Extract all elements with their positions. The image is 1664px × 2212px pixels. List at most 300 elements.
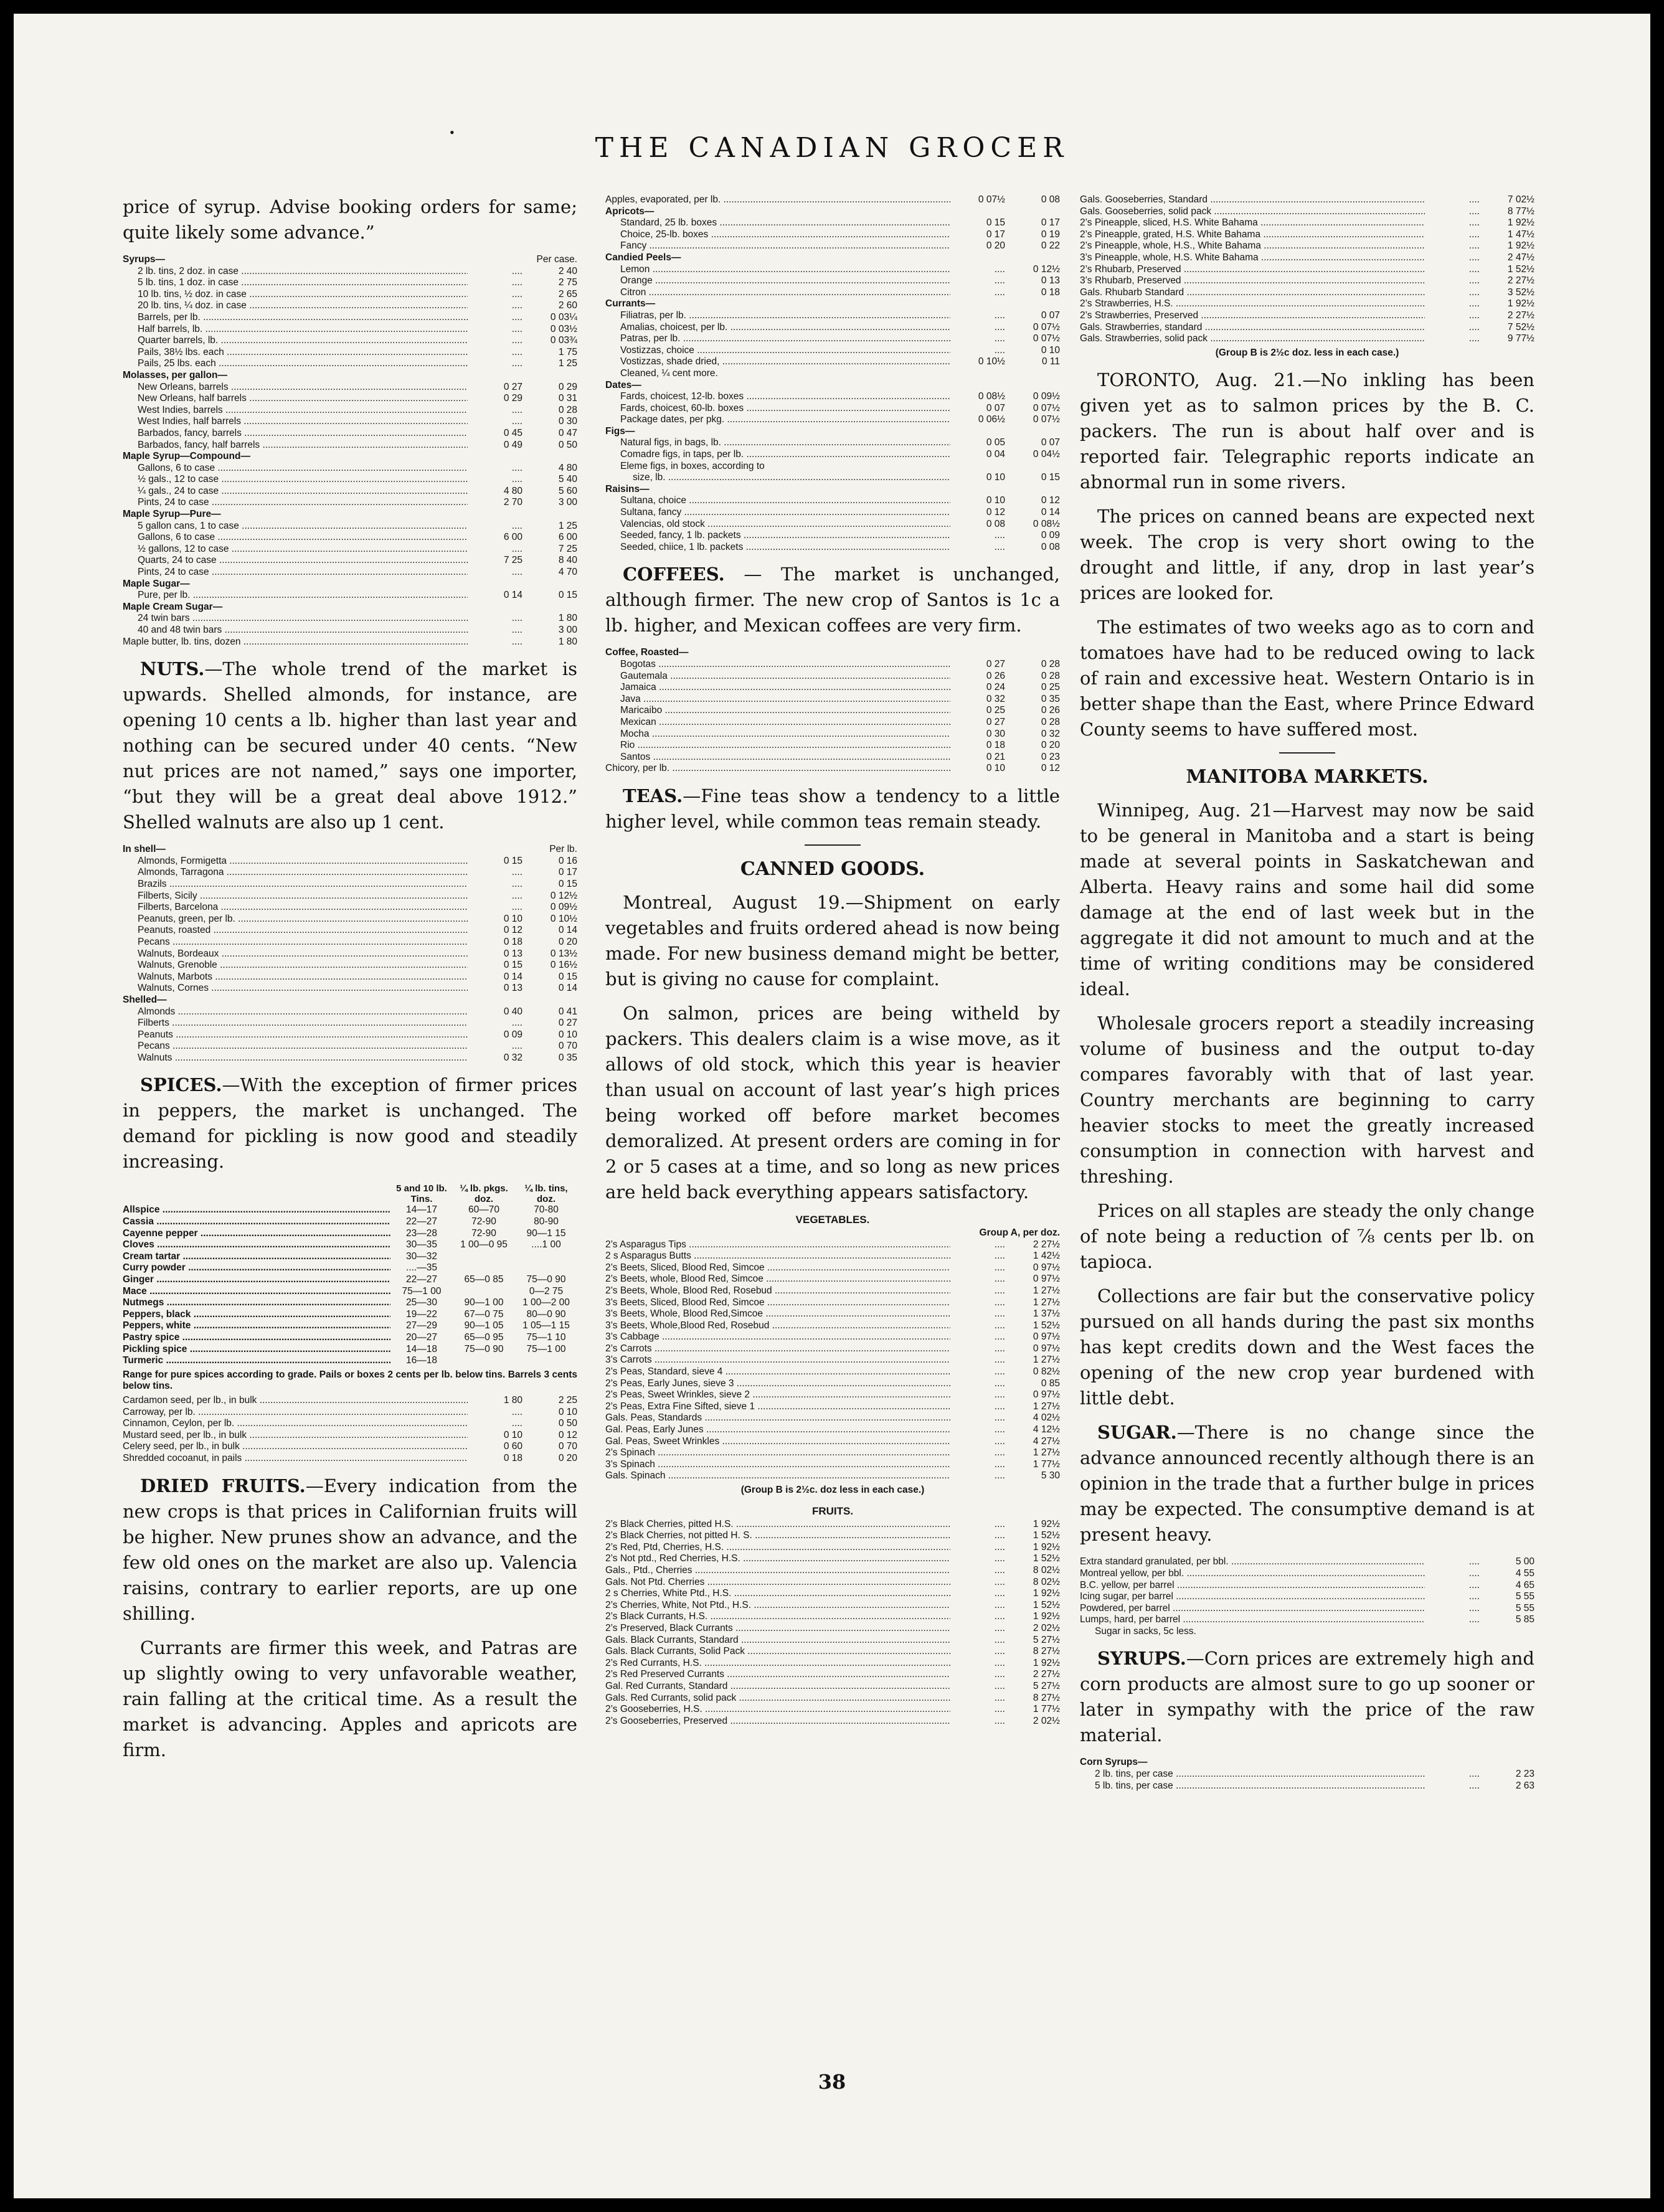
- price-low: 0 17: [986, 229, 1005, 240]
- price-low: 0 04: [986, 449, 1005, 460]
- price-low: ....: [1468, 194, 1480, 205]
- price-high: [522, 602, 577, 613]
- price-high: 5 40: [558, 474, 577, 485]
- price-low: 0 20: [986, 240, 1005, 252]
- spice-price: 90—1 15: [526, 1227, 566, 1239]
- price-high: [522, 451, 577, 463]
- price-row: [123, 925, 577, 937]
- price-high: 0 85: [1041, 1378, 1060, 1389]
- spice-price: ....—35: [406, 1262, 437, 1274]
- manitoba-markets-heading: MANITOBA MARKETS.: [1186, 766, 1429, 788]
- price-row: [605, 1354, 1060, 1366]
- price-label: 2’s Peas, Extra Fine Sifted, sieve 1 .....: [605, 1401, 950, 1413]
- price-high: 5 27½: [1033, 1634, 1060, 1645]
- price-high: 1 80: [558, 636, 577, 647]
- price-label: 2’s Pineapple, grated, H.S. White Bahama .....: [1080, 229, 1425, 241]
- price-low: ....: [1468, 1579, 1480, 1590]
- price-label: Filberts, Barcelona .....: [123, 902, 468, 914]
- price-label: 2’s Black Currants, H.S. .....: [605, 1611, 950, 1623]
- price-low: 0 25: [986, 705, 1005, 716]
- price-row: [123, 856, 577, 867]
- price-low: ....: [994, 1239, 1005, 1250]
- coffees-paragraph: [605, 562, 1060, 638]
- price-high: 8 27½: [1033, 1646, 1060, 1657]
- price-high: 8 40: [558, 555, 577, 566]
- price-row: [605, 1542, 1060, 1554]
- price-label: 2 lb. tins, 2 doz. in case .....: [123, 266, 468, 278]
- price-row: [123, 995, 577, 1006]
- price-row: [605, 1436, 1060, 1448]
- price-high: 0 12: [1041, 495, 1060, 506]
- price-low: [950, 206, 1005, 218]
- price-high: [1005, 461, 1060, 473]
- price-high: 3 00: [558, 625, 577, 635]
- price-high: 3 52½: [1507, 286, 1534, 298]
- nuts-heading: NUTS.: [140, 658, 205, 680]
- price-high: [1005, 206, 1060, 218]
- price-row: [1080, 1614, 1534, 1626]
- price-label: Patras, per lb. .....: [605, 333, 950, 345]
- price-high: 9 77½: [1507, 333, 1534, 344]
- price-high: 0 16½: [550, 960, 577, 971]
- price-row: [123, 1430, 577, 1442]
- price-row: [605, 507, 1060, 519]
- nuts-paragraph: [123, 656, 577, 835]
- price-high: 0 13½: [550, 948, 577, 959]
- price-low: 0 15: [503, 960, 522, 971]
- teas-text: —Fine teas show a tendency to a little higher level, while common teas remain steady.: [605, 785, 1060, 832]
- price-label: 5 lb. tins, 1 doz. in case .....: [123, 277, 468, 289]
- price-label: Filberts .....: [123, 1018, 468, 1029]
- price-high: 0 12½: [550, 890, 577, 901]
- price-row: [123, 625, 577, 636]
- price-label: Gals. Rhubarb Standard .....: [1080, 287, 1425, 299]
- price-label: 2’s Strawberries, Preserved .....: [1080, 310, 1425, 322]
- price-low: ....: [1468, 263, 1480, 275]
- spice-label: Pickling spice .....: [123, 1344, 390, 1356]
- price-row: [605, 1239, 1060, 1251]
- price-label: Almonds, Formigetta .....: [123, 856, 468, 867]
- price-low: 0 18: [503, 936, 522, 947]
- price-high: [522, 995, 577, 1006]
- price-row: [123, 1041, 577, 1052]
- price-label: 2’s Peas, Standard, sieve 4 .....: [605, 1366, 950, 1378]
- spice-row: [123, 1274, 577, 1286]
- fruits-continued-price-list: [1080, 194, 1534, 359]
- price-low: ....: [511, 462, 522, 473]
- price-high: 0 15: [1041, 472, 1060, 483]
- nuts-price-list: [123, 844, 577, 1064]
- price-row: [605, 1262, 1060, 1274]
- price-high: [1005, 426, 1060, 438]
- price-low: ....: [1468, 252, 1480, 263]
- spice-row: [123, 1251, 577, 1263]
- price-low: ....: [994, 1424, 1005, 1435]
- price-low: ....: [994, 1262, 1005, 1273]
- newspaper-page: [14, 14, 1650, 2198]
- price-label: Choice, 25-lb. boxes .....: [605, 229, 950, 241]
- spice-price: 80—0 90: [526, 1308, 566, 1320]
- price-label: Walnuts .....: [123, 1052, 468, 1064]
- price-label: Gallons, 6 to case .....: [123, 463, 468, 475]
- price-label: Corn Syrups—: [1080, 1757, 1148, 1768]
- price-row: [1080, 229, 1534, 241]
- price-label: West Indies, half barrels .....: [123, 416, 468, 428]
- price-low: ....: [994, 263, 1005, 275]
- price-high: 0 07½: [1033, 402, 1060, 414]
- spice-label: Turmeric .....: [123, 1355, 390, 1367]
- price-high: 0 17: [558, 867, 577, 878]
- spice-row: [123, 1332, 577, 1344]
- price-low: ....: [994, 1378, 1005, 1389]
- spice-price: 14—18: [406, 1343, 437, 1354]
- price-low: [950, 461, 1005, 473]
- price-low: ....: [1468, 1780, 1480, 1791]
- price-label: Fards, choicest, 12-lb. boxes .....: [605, 391, 950, 403]
- price-low: [950, 368, 1005, 380]
- price-low: ....: [1468, 333, 1480, 344]
- spice-price: 1 00—2 00: [522, 1297, 570, 1308]
- price-low: ....: [1468, 1602, 1480, 1614]
- price-label: Maple butter, lb. tins, dozen .....: [123, 636, 468, 648]
- price-row: [605, 717, 1060, 729]
- price-row: [605, 298, 1060, 310]
- price-row: [605, 1366, 1060, 1378]
- price-high: [1005, 647, 1060, 659]
- price-high: [522, 370, 577, 382]
- spice-price: 90—1 05: [464, 1320, 504, 1331]
- price-label: 3’s Beets, Whole,Blood Red, Rosebud .....: [605, 1320, 950, 1332]
- price-high: 0 23: [1041, 751, 1060, 762]
- price-row: [123, 416, 577, 428]
- price-row: [605, 671, 1060, 683]
- spice-price: [515, 1262, 577, 1274]
- price-row: [1080, 264, 1534, 276]
- price-label: 3’s Pineapple, whole, H.S. White Bahama .....: [1080, 252, 1425, 264]
- price-row: [123, 440, 577, 451]
- price-label: 2’s Peas, Sweet Wrinkles, sieve 2 .....: [605, 1389, 950, 1401]
- price-row: [123, 579, 577, 590]
- price-row: [605, 1693, 1060, 1704]
- price-high: 0 07½: [1033, 414, 1060, 425]
- page-header-title: THE CANADIAN GROCER: [595, 132, 1069, 164]
- spice-price: 0—2 75: [529, 1285, 564, 1297]
- spice-price: [453, 1262, 515, 1274]
- spice-price: 30—35: [406, 1239, 437, 1250]
- price-low: ....: [511, 277, 522, 288]
- price-low: 0 10: [986, 495, 1005, 506]
- price-low: 0 08: [986, 518, 1005, 529]
- price-high: 1 37½: [1033, 1308, 1060, 1320]
- spice-price: 90—1 00: [464, 1297, 504, 1308]
- price-label: Dates—: [605, 379, 641, 390]
- teas-paragraph: [605, 783, 1060, 834]
- price-high: [522, 579, 577, 590]
- price-row: [1080, 1780, 1534, 1792]
- syrups-text: —Corn prices are extremely high and corn products are almost sure to go up sooner or later in sympathy with the price of the raw material.: [1080, 1648, 1534, 1746]
- price-label: 3’s Cabbage .....: [605, 1331, 950, 1343]
- price-row: [605, 1588, 1060, 1600]
- price-label: Sugar in sacks, 5c less.: [1095, 1625, 1196, 1637]
- price-label: Carroway, per lb. .....: [123, 1407, 468, 1419]
- price-row: [605, 1320, 1060, 1332]
- price-high: 0 07½: [1033, 321, 1060, 333]
- price-high: 0 04½: [1033, 449, 1060, 460]
- price-label: Java .....: [605, 694, 950, 706]
- price-low: 0 13: [503, 948, 522, 959]
- price-label: Fancy .....: [605, 240, 950, 252]
- price-label: Valencias, old stock .....: [605, 519, 950, 531]
- price-low: 0 21: [986, 751, 1005, 762]
- price-label: Gallons, 6 to case .....: [123, 532, 468, 544]
- price-label: 3’s Beets, Sliced, Blood Red, Simcoe .....: [605, 1297, 950, 1309]
- price-high: 5 55: [1515, 1602, 1534, 1614]
- price-high: 4 65: [1515, 1579, 1534, 1590]
- price-low: ....: [1468, 286, 1480, 298]
- price-row: [123, 891, 577, 902]
- price-low: ....: [994, 275, 1005, 286]
- price-high: 0 12: [558, 1429, 577, 1440]
- price-high: 0 15: [558, 878, 577, 889]
- spices-extra-rows: [123, 1395, 577, 1465]
- price-label: Maple Syrup—Compound—: [123, 451, 250, 462]
- price-low: ....: [994, 530, 1005, 541]
- price-low: 0 09: [503, 1029, 522, 1040]
- price-high: [1005, 484, 1060, 496]
- price-row: [605, 461, 1060, 473]
- price-row: [123, 393, 577, 405]
- price-row: [1080, 1603, 1534, 1615]
- price-row: [605, 1331, 1060, 1343]
- price-row: [1080, 194, 1534, 206]
- price-high: 1 27½: [1033, 1401, 1060, 1412]
- spice-price: [515, 1251, 577, 1263]
- price-row: [605, 1635, 1060, 1647]
- price-high: 2 75: [558, 277, 577, 288]
- price-label: Comadre figs, in taps, per lb. .....: [605, 449, 950, 461]
- price-low: ....: [994, 1692, 1005, 1703]
- price-low: 0 24: [986, 682, 1005, 693]
- price-high: 1 25: [558, 358, 577, 369]
- price-low: ....: [511, 543, 522, 554]
- price-row: [605, 1378, 1060, 1390]
- coffee-rows: [605, 647, 1060, 775]
- price-label: Pints, 24 to case .....: [123, 497, 468, 509]
- price-row: [123, 1407, 577, 1419]
- spices-rows: [123, 1204, 577, 1366]
- price-label: Quarter barrels, lb. .....: [123, 335, 468, 347]
- spice-label: Mace .....: [123, 1286, 390, 1298]
- price-label: Mocha .....: [605, 729, 950, 740]
- price-row: [123, 300, 577, 312]
- price-low: ....: [511, 404, 522, 415]
- spice-price: [453, 1355, 515, 1367]
- price-label: Peanuts .....: [123, 1029, 468, 1041]
- price-low: 0 15: [986, 217, 1005, 229]
- price-row: [123, 613, 577, 625]
- price-low: ....: [511, 300, 522, 311]
- price-high: 8 02½: [1033, 1576, 1060, 1587]
- sugar-rows: [1080, 1556, 1534, 1637]
- spices-column-headers: [123, 1183, 577, 1204]
- price-row: [123, 254, 577, 266]
- price-low: ....: [511, 1018, 522, 1029]
- price-row: [605, 217, 1060, 229]
- price-row: [605, 484, 1060, 496]
- price-high: 1 77½: [1033, 1704, 1060, 1715]
- price-low: [1425, 1626, 1480, 1638]
- column-2: [605, 194, 1060, 2063]
- price-low: ....: [994, 1599, 1005, 1610]
- spice-row: [123, 1309, 577, 1321]
- column-3: [1080, 194, 1534, 2063]
- price-low: [950, 426, 1005, 438]
- price-high: 0 10: [1041, 344, 1060, 356]
- price-high: 0 08: [1041, 194, 1060, 205]
- price-high: 3 00: [558, 497, 577, 508]
- price-label: 2’s Black Cherries, not pitted H. S. .....: [605, 1530, 950, 1542]
- price-high: 0 97½: [1033, 1331, 1060, 1343]
- price-high: 1 27½: [1033, 1297, 1060, 1308]
- price-high: 5 60: [558, 485, 577, 496]
- price-low: ....: [511, 1041, 522, 1052]
- spice-price: 72‐90: [471, 1216, 496, 1227]
- spices-text: —With the exception of firmer prices in peppers, the market is unchanged. The demand for pickling is now good and steadily increasing.: [123, 1074, 577, 1173]
- price-low: ....: [511, 311, 522, 323]
- price-label: Gals. Black Currants, Standard .....: [605, 1635, 950, 1647]
- price-label: 10 lb. tins, ½ doz. in case .....: [123, 289, 468, 301]
- price-label: Maple Cream Sugar—: [123, 601, 223, 612]
- price-low: ....: [994, 1297, 1005, 1308]
- price-low: [468, 370, 522, 382]
- price-row: [605, 391, 1060, 403]
- price-high: 7 25: [558, 543, 577, 554]
- price-label: Gals. Peas, Standards .....: [605, 1412, 950, 1424]
- price-row: [123, 532, 577, 544]
- price-row: [605, 1716, 1060, 1728]
- price-label: Bogotas .....: [605, 659, 950, 671]
- price-low: 0 32: [503, 1052, 522, 1063]
- price-high: 0 10: [558, 1029, 577, 1040]
- toronto-text: —No inkling has been given yet as to salmon prices by the B. C. packers. The run is about half over and is reported fair. Telegraphic reports indicate an abnormal run in some rivers.: [1080, 369, 1534, 493]
- price-row: [1080, 252, 1534, 264]
- price-label: Walnuts, Marbots .....: [123, 971, 468, 983]
- price-high: 0 41: [558, 1006, 577, 1017]
- price-high: 0 97½: [1033, 1343, 1060, 1354]
- price-row: [123, 1029, 577, 1041]
- price-low: 0 07: [986, 402, 1005, 414]
- price-row: [1080, 1769, 1534, 1780]
- price-low: ....: [511, 1418, 522, 1429]
- price-row: [605, 1308, 1060, 1320]
- price-high: 1 92½: [1507, 217, 1534, 229]
- spice-price: 14—17: [406, 1204, 437, 1216]
- price-row: [605, 1611, 1060, 1623]
- price-row: [1080, 206, 1534, 218]
- price-label: Pints, 24 to case .....: [123, 567, 468, 579]
- price-label: Vostizzas, shade dried, .....: [605, 356, 950, 368]
- price-high: 0 11: [1041, 356, 1060, 367]
- price-high: 0 20: [558, 1452, 577, 1463]
- price-row: [123, 428, 577, 440]
- price-row: [1080, 298, 1534, 310]
- price-high: 5 55: [1515, 1591, 1534, 1602]
- price-high: 2 23: [1515, 1769, 1534, 1780]
- price-label: In shell—: [123, 844, 166, 855]
- price-unit: Per lb.: [549, 844, 577, 855]
- price-low: 0 27: [986, 716, 1005, 727]
- price-low: ....: [994, 1622, 1005, 1633]
- price-row: [605, 426, 1060, 438]
- manitoba-paragraph-4: Collections are fair but the conservative policy pursued on all hands during the past six months has kept credits down and the West faces the opening of the new crop year burdened with little debt.: [1080, 1285, 1534, 1409]
- price-row: [123, 497, 577, 509]
- price-low: 0 05: [986, 437, 1005, 448]
- price-label: 5 gallon cans, 1 to case .....: [123, 521, 468, 532]
- price-high: 0 10½: [550, 913, 577, 924]
- price-high: 1 92½: [1033, 1657, 1060, 1668]
- price-row: [123, 914, 577, 925]
- spices-col-head: ¼ lb. pkgs. doz.: [460, 1183, 508, 1205]
- price-row: [605, 752, 1060, 763]
- price-row: [605, 1658, 1060, 1670]
- price-high: 1 52½: [1507, 263, 1534, 275]
- price-high: 5 85: [1515, 1614, 1534, 1625]
- price-low: ....: [994, 1576, 1005, 1587]
- spice-row: [123, 1262, 577, 1274]
- price-low: ....: [994, 1541, 1005, 1553]
- price-row: [123, 347, 577, 359]
- price-row: [1080, 322, 1534, 334]
- price-row: [123, 1418, 577, 1430]
- price-high: 4 02½: [1033, 1412, 1060, 1424]
- price-row: [123, 1018, 577, 1029]
- price-label: Santos .....: [605, 752, 950, 763]
- price-low: 0 40: [503, 1006, 522, 1017]
- price-low: ....: [1468, 275, 1480, 286]
- price-label: Apples, evaporated, per lb. .....: [605, 194, 950, 206]
- price-high: 1 92½: [1507, 298, 1534, 310]
- price-row: [605, 1646, 1060, 1658]
- spice-label: Cayenne pepper .....: [123, 1228, 390, 1240]
- price-high: 0 12: [1041, 763, 1060, 774]
- price-low: ....: [511, 346, 522, 357]
- vegetables-rows: [605, 1239, 1060, 1482]
- price-low: [468, 579, 522, 590]
- price-row: [1080, 333, 1534, 345]
- price-low: ....: [511, 358, 522, 369]
- price-label: 2’s Red Preserved Currants .....: [605, 1669, 950, 1681]
- price-high: 0 14: [1041, 507, 1060, 518]
- price-label: Vostizzas, choice .....: [605, 345, 950, 357]
- spice-price: 65—0 95: [464, 1332, 504, 1343]
- price-row: [605, 1519, 1060, 1531]
- price-label: 2’s Not ptd., Red Cherries, H.S. .....: [605, 1553, 950, 1565]
- price-label: Jamaica .....: [605, 682, 950, 694]
- price-label: Gals. Strawberries, standard .....: [1080, 322, 1425, 334]
- price-low: 0 26: [986, 670, 1005, 681]
- price-high: 2 63: [1515, 1780, 1534, 1791]
- sugar-text: —There is no change since the advance announced recently although there is an opinion in the trade that a further bulge in prices may be expected. The consumptive demand is at present heavy.: [1080, 1422, 1534, 1546]
- price-low: ....: [994, 1611, 1005, 1622]
- price-row: [123, 358, 577, 370]
- page-number: 38: [818, 2070, 846, 2094]
- price-row: [605, 414, 1060, 426]
- price-high: 0 09½: [550, 902, 577, 913]
- price-low: ....: [511, 625, 522, 635]
- price-label: Maple Syrup—Pure—: [123, 509, 221, 520]
- price-label: Cardamon seed, per lb., in bulk .....: [123, 1395, 468, 1407]
- price-label: 2’s Carrots .....: [605, 1343, 950, 1355]
